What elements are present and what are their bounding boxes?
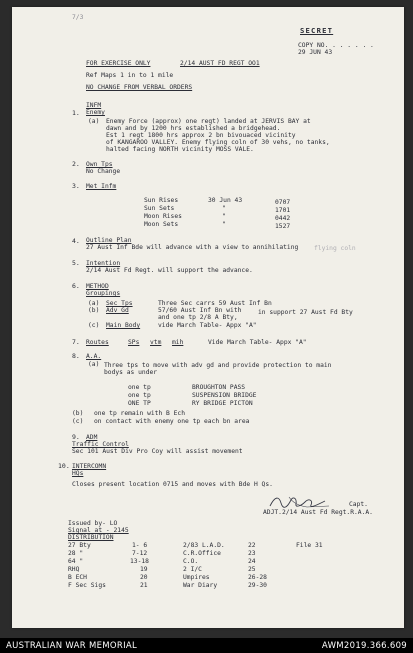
section-title: METHOD bbox=[86, 283, 109, 290]
item-label: Sec Tps bbox=[106, 300, 133, 307]
dist-copies: 25 bbox=[248, 566, 256, 573]
dist-name: 2/83 L.A.D. bbox=[183, 542, 225, 549]
file-copy: File 31 bbox=[296, 542, 323, 549]
signal-time: Signal at - 2145 bbox=[68, 527, 129, 534]
item-key: (c) bbox=[72, 418, 84, 425]
item-key: (b) bbox=[72, 410, 84, 417]
section-text: Closes present location 0715 and moves with Bde H Qs. bbox=[72, 481, 273, 488]
section-text-faint: flying coln bbox=[314, 245, 356, 252]
heading-exercise: FOR EXERCISE ONLY bbox=[86, 60, 151, 67]
footer-institution: AUSTRALIAN WAR MEMORIAL bbox=[6, 641, 138, 651]
routes-sp: SPs bbox=[128, 339, 140, 346]
met-time: 0707 bbox=[275, 199, 291, 206]
dist-copies: 20 bbox=[140, 574, 148, 581]
section-text: Vide March Table- Appx "A" bbox=[208, 339, 307, 346]
item-text: Three Sec carrs 59 Aust Inf Bn bbox=[158, 300, 272, 307]
section-subtitle: Groupings bbox=[86, 290, 121, 297]
section-number: 10. bbox=[58, 462, 70, 470]
section-text: No Change bbox=[86, 168, 121, 175]
aa-troop: one tp bbox=[128, 392, 151, 399]
met-date: " bbox=[222, 205, 226, 212]
text-line: Est 1 regt 1800 hrs approx 2 bn bivouaced vicinity bbox=[106, 132, 296, 139]
met-label: Sun Rises bbox=[144, 197, 179, 204]
section-number: 2. bbox=[72, 160, 80, 168]
section-title: Met Infm bbox=[86, 183, 117, 190]
item-key: (a) bbox=[88, 300, 100, 307]
section-title: Outline Plan bbox=[86, 237, 132, 244]
page-mark: 7/3 bbox=[72, 14, 84, 21]
section-title: ADM bbox=[86, 434, 98, 441]
section-title: INTERCOMN bbox=[72, 463, 107, 470]
dist-copies: 26-28 bbox=[248, 574, 267, 581]
section-subtitle: Enemy bbox=[86, 109, 105, 116]
dist-name: War Diary bbox=[183, 582, 218, 589]
section-number: 5. bbox=[72, 259, 80, 267]
section-subtitle: Traffic Control bbox=[72, 441, 129, 448]
routes-vtm: vtm bbox=[150, 339, 162, 346]
dist-copies: 24 bbox=[248, 558, 256, 565]
issued-by: Issued by- LO bbox=[68, 520, 118, 527]
handwritten-signature bbox=[267, 494, 335, 510]
dist-copies: 1- 6 bbox=[132, 542, 148, 549]
aa-location: BROUGHTON PASS bbox=[192, 384, 246, 391]
item-key: (a) bbox=[88, 118, 100, 125]
signature-appointment: ADJT.2/14 Aust Fd Regt.R.A.A. bbox=[263, 509, 373, 516]
section-number: 6. bbox=[72, 282, 80, 290]
dist-name: C.R.Office bbox=[183, 550, 221, 557]
met-date: " bbox=[222, 213, 226, 220]
copy-number: COPY NO. . . . . . . bbox=[298, 42, 374, 49]
dist-copies: 29-30 bbox=[248, 582, 267, 589]
footer-reference: AWM2019.366.609 bbox=[321, 641, 407, 651]
item-text: vide March Table- Appx "A" bbox=[158, 322, 257, 329]
dist-copies: 13-18 bbox=[130, 558, 149, 565]
dist-copies: 19 bbox=[140, 566, 148, 573]
met-time: 1701 bbox=[275, 207, 291, 214]
aa-location: RY BRIDGE PICTON bbox=[192, 400, 253, 407]
aa-troop: one tp bbox=[128, 384, 151, 391]
dist-name: B ECH bbox=[68, 574, 87, 581]
routes-mih: mih bbox=[172, 339, 184, 346]
section-title: Intention bbox=[86, 260, 121, 267]
section-number: 3. bbox=[72, 182, 80, 190]
text-line: Enemy Force (approx) one regt) landed at JERVIS BAY at bbox=[106, 118, 311, 125]
met-date: 30 Jun 43 bbox=[208, 197, 243, 204]
dist-name: 64 " bbox=[68, 558, 84, 565]
document-date: 29 JUN 43 bbox=[298, 49, 333, 56]
section-title: A.A. bbox=[86, 353, 102, 360]
item-key: (b) bbox=[88, 307, 100, 314]
aa-location: SUSPENSION BRIDGE bbox=[192, 392, 257, 399]
classification: SECRET bbox=[300, 26, 334, 35]
item-text: in support 27 Aust Fd Bty bbox=[258, 309, 353, 316]
archive-footer bbox=[0, 638, 413, 653]
item-text: Three tps to move with adv gd and provide protection to main bbox=[104, 362, 332, 369]
change-note: NO CHANGE FROM VERBAL ORDERS bbox=[86, 84, 193, 91]
item-text: on contact with enemy one tp each bn area bbox=[94, 418, 250, 425]
section-text: 27 Aust Inf Bde will advance with a view to annihilating bbox=[86, 244, 299, 251]
section-title: INFM bbox=[86, 102, 102, 109]
dist-name: C.O. bbox=[183, 558, 199, 565]
document-page bbox=[12, 7, 404, 628]
met-label: Sun Sets bbox=[144, 205, 175, 212]
item-text: bodys as under bbox=[104, 369, 158, 376]
dist-copies: 7-12 bbox=[132, 550, 148, 557]
signature-rank: Capt. bbox=[349, 501, 368, 508]
dist-copies: 23 bbox=[248, 550, 256, 557]
item-text: 57/60 Aust Inf Bn with bbox=[158, 307, 242, 314]
dist-copies: 22 bbox=[248, 542, 256, 549]
aa-troop: ONE TP bbox=[128, 400, 151, 407]
section-number: 8. bbox=[72, 352, 80, 360]
item-label: Main Body bbox=[106, 322, 141, 329]
dist-copies: 21 bbox=[140, 582, 148, 589]
item-key: (c) bbox=[88, 322, 100, 329]
section-subtitle: HQs bbox=[72, 470, 84, 477]
item-text: one tp remain with B Ech bbox=[94, 410, 185, 417]
heading-unit: 2/14 AUST FD REGT OO1 bbox=[180, 60, 260, 67]
section-number: 9. bbox=[72, 433, 80, 441]
dist-name: Umpires bbox=[183, 574, 210, 581]
text-line: halted facing NORTH vicinity MOSS VALE. bbox=[106, 146, 254, 153]
met-label: Moon Sets bbox=[144, 221, 179, 228]
section-title: Own Tps bbox=[86, 161, 113, 168]
section-number: 4. bbox=[72, 237, 80, 245]
section-text: Sec 101 Aust Div Pro Coy will assist movement bbox=[72, 448, 243, 455]
met-time: 0442 bbox=[275, 215, 291, 222]
section-text: 2/14 Aust Fd Regt. will support the advance. bbox=[86, 267, 253, 274]
item-text: and one tp 2/8 A Bty, bbox=[158, 314, 238, 321]
item-key: (a) bbox=[88, 361, 100, 368]
dist-name: 2 I/C bbox=[183, 566, 202, 573]
section-title: Routes bbox=[86, 339, 109, 346]
dist-name: F Sec Sigs bbox=[68, 582, 106, 589]
distribution-title: DISTRIBUTION bbox=[68, 534, 114, 541]
dist-name: 27 Bty bbox=[68, 542, 91, 549]
dist-name: 28 " bbox=[68, 550, 84, 557]
dist-name: RHQ bbox=[68, 566, 80, 573]
text-line: dawn and by 1200 hrs established a bridgehead. bbox=[106, 125, 281, 132]
section-number: 1. bbox=[72, 109, 80, 117]
section-number: 7. bbox=[72, 338, 80, 346]
ref-maps: Ref Maps 1 in to 1 mile bbox=[86, 72, 174, 79]
met-time: 1527 bbox=[275, 223, 291, 230]
item-label: Adv Gd bbox=[106, 307, 129, 314]
met-label: Moon Rises bbox=[144, 213, 182, 220]
met-date: " bbox=[222, 221, 226, 228]
text-line: of KANGAROO VALLEY. Enemy flying coln of 30 vehs, no tanks, bbox=[106, 139, 330, 146]
